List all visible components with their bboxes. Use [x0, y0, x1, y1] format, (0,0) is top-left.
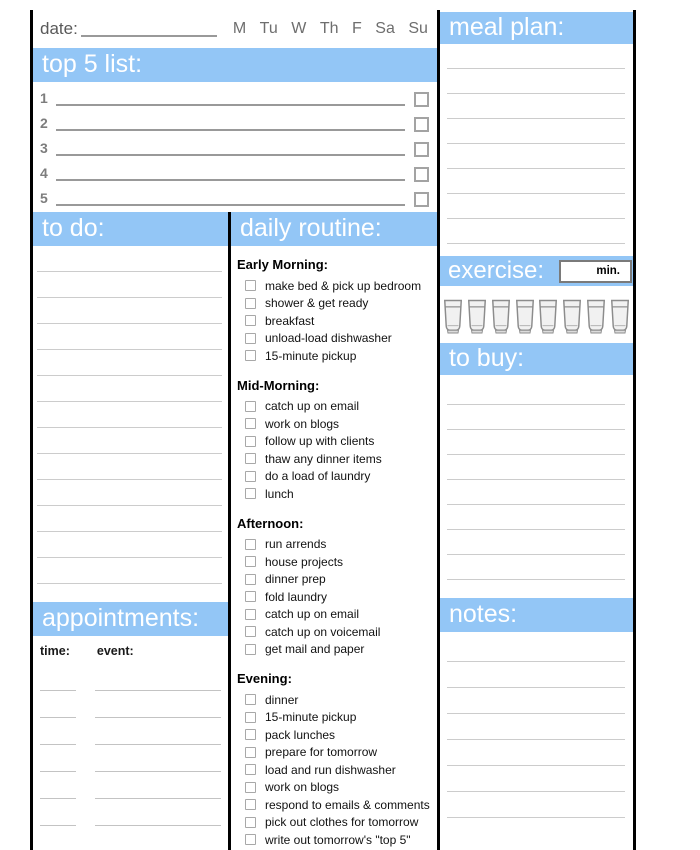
routine-item-label: follow up with clients [265, 434, 375, 449]
writing-line[interactable] [56, 104, 405, 106]
to-buy-header: to buy: [440, 343, 633, 375]
exercise-title: exercise: [448, 257, 545, 284]
checkbox[interactable] [245, 280, 256, 291]
writing-line[interactable] [447, 555, 625, 580]
day-label[interactable]: M [232, 20, 247, 37]
routine-group-items [237, 691, 433, 849]
routine-item-label: catch up on voicemail [265, 624, 381, 639]
todo-column [33, 212, 228, 850]
checkbox[interactable] [245, 817, 256, 828]
daily-routine-body [231, 246, 437, 850]
writing-line[interactable] [447, 380, 625, 405]
routine-checklist-item [237, 295, 433, 313]
routine-checklist-item [237, 709, 433, 727]
routine-checklist-item [237, 347, 433, 365]
notes-lines [440, 632, 633, 818]
routine-item-label: shower & get ready [265, 296, 369, 311]
daily-routine-header: daily routine: [231, 212, 437, 246]
routine-item-label: prepare for tomorrow [265, 745, 378, 760]
writing-line[interactable] [447, 44, 625, 69]
routine-checklist-item [237, 536, 433, 554]
checkbox[interactable] [245, 834, 256, 845]
routine-checklist-item [237, 691, 433, 709]
day-label[interactable]: Su [408, 20, 428, 37]
routine-item-label: 15-minute pickup [265, 710, 357, 725]
top5-row [33, 107, 437, 132]
event-writing-line[interactable] [95, 744, 221, 745]
writing-line[interactable] [447, 530, 625, 555]
routine-checklist-item [237, 831, 433, 849]
checkbox[interactable] [245, 436, 256, 447]
checkbox[interactable] [414, 92, 429, 107]
writing-line[interactable] [447, 194, 625, 219]
routine-checklist-item [237, 744, 433, 762]
top5-row-number: 3 [40, 140, 48, 156]
routine-item-label: run arrends [265, 537, 327, 552]
appointments-header: appointments: [33, 602, 228, 636]
routine-item-label: fold laundry [265, 589, 328, 604]
checkbox[interactable] [245, 471, 256, 482]
top5-row-number: 1 [40, 90, 48, 106]
checkbox[interactable] [245, 591, 256, 602]
top5-row [33, 157, 437, 182]
writing-line[interactable] [447, 505, 625, 530]
checkbox[interactable] [245, 298, 256, 309]
writing-line[interactable] [447, 144, 625, 169]
writing-line[interactable] [56, 204, 405, 206]
routine-checklist-item [237, 330, 433, 348]
writing-line[interactable] [447, 219, 625, 244]
writing-line[interactable] [447, 636, 625, 662]
checkbox[interactable] [245, 574, 256, 585]
checkbox[interactable] [245, 712, 256, 723]
top5-row [33, 132, 437, 157]
routine-checklist-item [237, 623, 433, 641]
routine-item-label: respond to emails & comments [265, 797, 430, 812]
routine-group-items [237, 536, 433, 659]
writing-line[interactable] [37, 428, 222, 454]
time-writing-line[interactable] [40, 825, 76, 826]
event-writing-line[interactable] [95, 690, 221, 691]
checkbox[interactable] [245, 539, 256, 550]
date-label: date: [40, 19, 78, 38]
writing-line[interactable] [447, 94, 625, 119]
lower-columns [33, 212, 437, 850]
routine-checklist-item [237, 277, 433, 295]
checkbox[interactable] [245, 609, 256, 620]
checkbox[interactable] [414, 167, 429, 182]
routine-group-items [237, 277, 433, 365]
writing-line[interactable] [447, 119, 625, 144]
writing-line[interactable] [447, 169, 625, 194]
writing-line[interactable] [447, 430, 625, 455]
routine-item-label: do a load of laundry [265, 469, 371, 484]
water-glass-icon[interactable] [490, 298, 512, 335]
day-selector [233, 20, 428, 38]
routine-group [237, 516, 433, 659]
top5-row-number: 5 [40, 190, 48, 206]
writing-line[interactable] [37, 506, 222, 532]
routine-group-heading: Mid-Morning: [237, 377, 320, 393]
routine-checklist-item [237, 398, 433, 416]
writing-line[interactable] [56, 179, 405, 181]
routine-group [237, 257, 433, 365]
routine-group-items [237, 398, 433, 503]
routine-checklist-item [237, 553, 433, 571]
exercise-minutes-input[interactable]: min. [559, 260, 632, 283]
time-writing-line[interactable] [40, 744, 76, 745]
exercise-header [440, 256, 633, 286]
writing-line[interactable] [37, 298, 222, 324]
top5-list-header: top 5 list: [33, 48, 437, 82]
routine-item-label: write out tomorrow's "top 5" [265, 832, 411, 847]
planner-sheet [30, 10, 636, 850]
checkbox[interactable] [245, 694, 256, 705]
time-column-header: time: [40, 644, 70, 658]
routine-checklist-item [237, 761, 433, 779]
top5-row-number: 4 [40, 165, 48, 181]
day-label[interactable]: W [291, 20, 307, 37]
appointment-row [40, 718, 221, 745]
water-glass-icon[interactable] [609, 298, 631, 335]
water-glass-icon[interactable] [561, 298, 583, 335]
routine-group [237, 378, 433, 503]
writing-line[interactable] [447, 714, 625, 740]
appointments-rows [33, 658, 228, 826]
routine-item-label: thaw any dinner items [265, 451, 382, 466]
routine-checklist-item [237, 814, 433, 832]
checkbox[interactable] [245, 453, 256, 464]
event-writing-line[interactable] [95, 717, 221, 718]
appointment-row [40, 799, 221, 826]
checkbox[interactable] [245, 556, 256, 567]
writing-line[interactable] [447, 740, 625, 766]
writing-line[interactable] [447, 688, 625, 714]
routine-item-label: catch up on email [265, 607, 360, 622]
water-glass-icon[interactable] [585, 298, 607, 335]
top5-row [33, 82, 437, 107]
checkbox[interactable] [245, 333, 256, 344]
checkbox[interactable] [245, 764, 256, 775]
writing-line[interactable] [447, 455, 625, 480]
routine-item-label: 15-minute pickup [265, 348, 357, 363]
writing-line[interactable] [37, 272, 222, 298]
writing-line[interactable] [37, 480, 222, 506]
day-label[interactable]: Tu [259, 20, 278, 37]
checkbox[interactable] [245, 729, 256, 740]
routine-checklist-item [237, 450, 433, 468]
main-left-area [33, 10, 437, 850]
meal-plan-lines [440, 44, 633, 244]
routine-item-label: unload-load dishwasher [265, 331, 392, 346]
top5-row-number: 2 [40, 115, 48, 131]
checkbox[interactable] [414, 192, 429, 207]
day-label[interactable]: Th [319, 20, 339, 37]
date-row [33, 10, 437, 48]
writing-line[interactable] [56, 129, 405, 131]
routine-checklist-item [237, 588, 433, 606]
checkbox[interactable] [245, 315, 256, 326]
daily-routine-column [231, 212, 437, 850]
writing-line[interactable] [447, 792, 625, 818]
event-writing-line[interactable] [95, 798, 221, 799]
notes-header: notes: [440, 598, 633, 632]
routine-checklist-item [237, 312, 433, 330]
checkbox[interactable] [414, 142, 429, 157]
routine-checklist-item [237, 485, 433, 503]
routine-checklist-item [237, 726, 433, 744]
routine-checklist-item [237, 796, 433, 814]
routine-item-label: breakfast [265, 313, 315, 328]
routine-item-label: make bed & pick up bedroom [265, 278, 422, 293]
routine-group-heading: Early Morning: [237, 257, 329, 272]
routine-checklist-item [237, 641, 433, 659]
event-writing-line[interactable] [95, 825, 221, 826]
writing-line[interactable] [447, 405, 625, 430]
checkbox[interactable] [245, 418, 256, 429]
event-column-header: event: [96, 644, 134, 658]
checkbox[interactable] [245, 626, 256, 637]
todo-header: to do: [33, 212, 228, 246]
routine-item-label: catch up on email [265, 399, 360, 414]
water-glass-icon[interactable] [514, 298, 536, 335]
checkbox[interactable] [414, 117, 429, 132]
writing-line[interactable] [447, 480, 625, 505]
appointment-row [40, 691, 221, 718]
routine-item-label: pack lunches [265, 727, 336, 742]
right-column [440, 10, 633, 850]
top5-rows [33, 82, 437, 207]
todo-lines [33, 246, 228, 584]
appointment-row [40, 772, 221, 799]
routine-item-label: work on blogs [265, 780, 340, 795]
day-label[interactable]: Sa [375, 20, 395, 37]
writing-line[interactable] [37, 246, 222, 272]
checkbox[interactable] [245, 644, 256, 655]
time-writing-line[interactable] [40, 771, 76, 772]
routine-item-label: lunch [265, 486, 294, 501]
water-glass-icon[interactable] [537, 298, 559, 335]
to-buy-lines [440, 375, 633, 580]
water-glass-tracker [442, 298, 631, 336]
writing-line[interactable] [37, 324, 222, 350]
routine-group-heading: Afternoon: [237, 515, 304, 531]
checkbox[interactable] [245, 401, 256, 412]
routine-item-label: pick out clothes for tomorrow [265, 815, 419, 830]
routine-item-label: work on blogs [265, 416, 340, 431]
writing-line[interactable] [37, 532, 222, 558]
routine-item-label: get mail and paper [265, 642, 365, 657]
time-writing-line[interactable] [40, 717, 76, 718]
routine-group-heading: Evening: [237, 671, 292, 686]
writing-line[interactable] [37, 558, 222, 584]
meal-plan-header: meal plan: [440, 12, 633, 44]
routine-item-label: load and run dishwasher [265, 762, 396, 777]
date-fill-line[interactable] [81, 21, 217, 37]
writing-line[interactable] [447, 766, 625, 792]
routine-checklist-item [237, 606, 433, 624]
time-writing-line[interactable] [40, 798, 76, 799]
checkbox[interactable] [245, 799, 256, 810]
routine-checklist-item [237, 433, 433, 451]
writing-line[interactable] [37, 402, 222, 428]
appointment-row [40, 664, 221, 691]
routine-item-label: dinner [265, 692, 299, 707]
writing-line[interactable] [37, 350, 222, 376]
top5-row [33, 182, 437, 207]
routine-item-label: house projects [265, 554, 344, 569]
checkbox[interactable] [245, 350, 256, 361]
checkbox[interactable] [245, 747, 256, 758]
routine-item-label: dinner prep [265, 572, 326, 587]
routine-checklist-item [237, 779, 433, 797]
routine-checklist-item [237, 415, 433, 433]
writing-line[interactable] [37, 454, 222, 480]
routine-checklist-item [237, 468, 433, 486]
routine-checklist-item [237, 571, 433, 589]
writing-line[interactable] [447, 69, 625, 94]
checkbox[interactable] [245, 488, 256, 499]
water-glass-icon[interactable] [442, 298, 464, 335]
appointments-column-headers [33, 636, 228, 658]
day-label[interactable]: F [352, 20, 362, 37]
water-glass-icon[interactable] [466, 298, 488, 335]
writing-line[interactable] [447, 662, 625, 688]
routine-group [237, 671, 433, 849]
time-writing-line[interactable] [40, 690, 76, 691]
writing-line[interactable] [56, 154, 405, 156]
appointment-row [40, 745, 221, 772]
writing-line[interactable] [37, 376, 222, 402]
event-writing-line[interactable] [95, 771, 221, 772]
checkbox[interactable] [245, 782, 256, 793]
